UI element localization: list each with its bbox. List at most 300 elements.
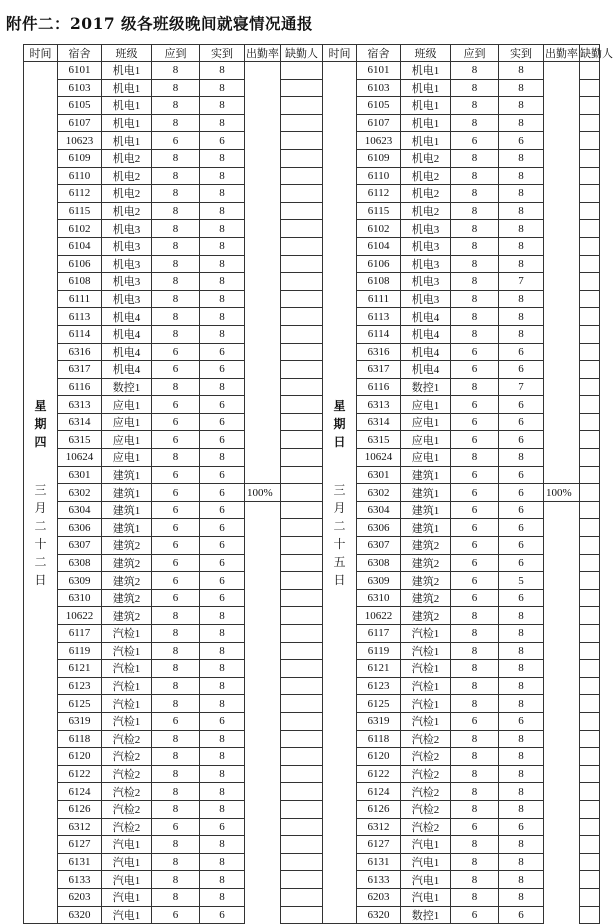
- right-present-cell: 8: [499, 607, 544, 625]
- right-expected-cell: 8: [451, 149, 499, 167]
- left-dorm-cell: 6118: [58, 730, 102, 748]
- left-expected-cell: 8: [152, 800, 200, 818]
- right-expected-cell: 8: [451, 79, 499, 97]
- left-dorm-cell: 6304: [58, 501, 102, 519]
- right-dorm-cell: 6131: [357, 853, 401, 871]
- right-dorm-cell: 6116: [357, 378, 401, 396]
- left-rate-cell: [245, 888, 281, 906]
- left-expected-cell: 8: [152, 114, 200, 132]
- left-class-cell: 机电4: [102, 343, 152, 361]
- left-absent-cell: [281, 818, 323, 836]
- right-rate-cell: 100%: [544, 484, 580, 502]
- right-dorm-cell: 10624: [357, 449, 401, 467]
- left-rate-cell: [245, 149, 281, 167]
- right-dorm-cell: 6122: [357, 765, 401, 783]
- left-dorm-cell: 6313: [58, 396, 102, 414]
- right-absent-cell: [580, 290, 600, 308]
- right-date-char: 五: [333, 554, 346, 569]
- right-dorm-cell: 6315: [357, 431, 401, 449]
- right-expected-cell: 6: [451, 361, 499, 379]
- right-dorm-cell: 6308: [357, 554, 401, 572]
- left-expected-cell: 6: [152, 431, 200, 449]
- right-expected-cell: 8: [451, 273, 499, 291]
- left-absent-cell: [281, 589, 323, 607]
- left-class-cell: 建筑2: [102, 572, 152, 590]
- right-class-cell: 建筑2: [401, 572, 451, 590]
- right-expected-cell: 8: [451, 800, 499, 818]
- right-present-cell: 8: [499, 677, 544, 695]
- right-rate-cell: [544, 361, 580, 379]
- table-row: [24, 149, 600, 167]
- table-row: [24, 572, 600, 590]
- right-dorm-cell: 6101: [357, 62, 401, 80]
- left-expected-cell: 6: [152, 361, 200, 379]
- left-absent-cell: [281, 413, 323, 431]
- right-date-char: 二: [333, 518, 346, 533]
- left-expected-cell: 8: [152, 290, 200, 308]
- left-class-cell: 汽检1: [102, 677, 152, 695]
- right-rate-cell: [544, 607, 580, 625]
- left-class-cell: 汽检2: [102, 765, 152, 783]
- left-expected-cell: 8: [152, 325, 200, 343]
- left-rate-cell: [245, 818, 281, 836]
- left-class-cell: 汽检1: [102, 625, 152, 643]
- left-date-char: 二: [34, 518, 47, 533]
- left-expected-cell: 8: [152, 273, 200, 291]
- left-rate-cell: [245, 589, 281, 607]
- right-expected-cell: 6: [451, 396, 499, 414]
- right-present-cell: 8: [499, 836, 544, 854]
- right-absent-cell: [580, 642, 600, 660]
- left-absent-cell: [281, 906, 323, 924]
- left-class-cell: 机电2: [102, 185, 152, 203]
- right-class-cell: 汽检1: [401, 712, 451, 730]
- right-dorm-cell: 6111: [357, 290, 401, 308]
- left-present-cell: 8: [200, 449, 245, 467]
- header-row: [24, 45, 600, 62]
- table-row: [24, 730, 600, 748]
- right-present-cell: 8: [499, 783, 544, 801]
- left-present-cell: 6: [200, 343, 245, 361]
- right-rate-cell: [544, 765, 580, 783]
- left-present-cell: 8: [200, 695, 245, 713]
- left-absent-cell: [281, 572, 323, 590]
- right-class-cell: 汽检2: [401, 765, 451, 783]
- right-class-cell: 汽检2: [401, 818, 451, 836]
- right-expected-cell: 8: [451, 185, 499, 203]
- right-class-cell: 机电1: [401, 62, 451, 80]
- left-rate-cell: [245, 501, 281, 519]
- left-absent-cell: [281, 748, 323, 766]
- right-absent-cell: [580, 149, 600, 167]
- left-rate-cell: [245, 765, 281, 783]
- right-absent-cell: [580, 185, 600, 203]
- right-absent-cell: [580, 378, 600, 396]
- left-rate-cell: [245, 273, 281, 291]
- right-absent-cell: [580, 79, 600, 97]
- right-class-cell: 建筑1: [401, 466, 451, 484]
- left-present-cell: 6: [200, 537, 245, 555]
- table-row: [24, 79, 600, 97]
- left-expected-cell: 8: [152, 149, 200, 167]
- table-row: [24, 167, 600, 185]
- right-rate-cell: [544, 237, 580, 255]
- left-class-cell: 机电4: [102, 361, 152, 379]
- left-rate-cell: [245, 308, 281, 326]
- left-class-cell: 机电1: [102, 97, 152, 115]
- left-dorm-cell: 6113: [58, 308, 102, 326]
- left-present-cell: 8: [200, 308, 245, 326]
- right-rate-cell: [544, 396, 580, 414]
- left-class-cell: 机电3: [102, 290, 152, 308]
- left-date-char: 二: [34, 554, 47, 569]
- left-absent-cell: [281, 431, 323, 449]
- left-dorm-cell: 6319: [58, 712, 102, 730]
- right-expected-cell: 8: [451, 308, 499, 326]
- right-absent-cell: [580, 888, 600, 906]
- left-expected-cell: 8: [152, 730, 200, 748]
- right-absent-cell: [580, 519, 600, 537]
- left-present-cell: 8: [200, 378, 245, 396]
- right-present-cell: 8: [499, 800, 544, 818]
- right-rate-cell: [544, 413, 580, 431]
- right-date-char: 十: [333, 536, 346, 551]
- right-expected-cell: 6: [451, 519, 499, 537]
- right-class-cell: 机电3: [401, 290, 451, 308]
- right-rate-cell: [544, 836, 580, 854]
- left-date-char: 月: [34, 500, 47, 515]
- left-class-cell: 机电4: [102, 308, 152, 326]
- left-absent-cell: [281, 149, 323, 167]
- right-class-cell: 机电1: [401, 79, 451, 97]
- header-absent: 缺勤人: [281, 45, 323, 62]
- right-expected-cell: 6: [451, 343, 499, 361]
- right-absent-cell: [580, 906, 600, 924]
- left-class-cell: 汽检1: [102, 642, 152, 660]
- right-rate-cell: [544, 378, 580, 396]
- left-absent-cell: [281, 607, 323, 625]
- right-dorm-cell: 6317: [357, 361, 401, 379]
- left-expected-cell: 8: [152, 871, 200, 889]
- left-absent-cell: [281, 343, 323, 361]
- left-absent-cell: [281, 325, 323, 343]
- left-dorm-cell: 6108: [58, 273, 102, 291]
- left-present-cell: 8: [200, 149, 245, 167]
- right-expected-cell: 6: [451, 818, 499, 836]
- left-present-cell: 8: [200, 765, 245, 783]
- left-class-cell: 应电1: [102, 449, 152, 467]
- right-present-cell: 8: [499, 625, 544, 643]
- left-expected-cell: 8: [152, 185, 200, 203]
- header-rate: 出勤率: [544, 45, 580, 62]
- table-row: [24, 818, 600, 836]
- right-class-cell: 汽检2: [401, 748, 451, 766]
- left-absent-cell: [281, 519, 323, 537]
- right-dorm-cell: 6117: [357, 625, 401, 643]
- right-present-cell: 8: [499, 660, 544, 678]
- right-expected-cell: 8: [451, 202, 499, 220]
- right-class-cell: 机电2: [401, 202, 451, 220]
- left-weekday-char: 四: [34, 434, 47, 449]
- right-class-cell: 汽电1: [401, 871, 451, 889]
- right-rate-cell: [544, 431, 580, 449]
- right-dorm-cell: 6108: [357, 273, 401, 291]
- right-expected-cell: 8: [451, 167, 499, 185]
- right-absent-cell: [580, 220, 600, 238]
- left-present-cell: 8: [200, 836, 245, 854]
- left-class-cell: 建筑1: [102, 519, 152, 537]
- table-row: [24, 660, 600, 678]
- left-present-cell: 8: [200, 642, 245, 660]
- right-rate-cell: [544, 625, 580, 643]
- left-present-cell: 8: [200, 114, 245, 132]
- right-expected-cell: 8: [451, 871, 499, 889]
- left-rate-cell: [245, 466, 281, 484]
- table-row: [24, 396, 600, 414]
- left-present-cell: 8: [200, 677, 245, 695]
- right-present-cell: 6: [499, 818, 544, 836]
- left-absent-cell: [281, 783, 323, 801]
- right-present-cell: 6: [499, 484, 544, 502]
- right-absent-cell: [580, 97, 600, 115]
- right-class-cell: 建筑2: [401, 537, 451, 555]
- left-class-cell: 应电1: [102, 413, 152, 431]
- right-rate-cell: [544, 642, 580, 660]
- left-expected-cell: 8: [152, 220, 200, 238]
- left-present-cell: 8: [200, 853, 245, 871]
- left-expected-cell: 8: [152, 97, 200, 115]
- left-absent-cell: [281, 888, 323, 906]
- right-class-cell: 机电1: [401, 132, 451, 150]
- left-absent-cell: [281, 501, 323, 519]
- right-present-cell: 8: [499, 765, 544, 783]
- table-row: [24, 765, 600, 783]
- left-expected-cell: 8: [152, 237, 200, 255]
- left-dorm-cell: 6101: [58, 62, 102, 80]
- attendance-table: [23, 44, 613, 924]
- left-absent-cell: [281, 273, 323, 291]
- left-date-cell: [24, 62, 58, 924]
- left-expected-cell: 8: [152, 853, 200, 871]
- table-row: [24, 202, 600, 220]
- table-row: [24, 413, 600, 431]
- left-rate-cell: [245, 361, 281, 379]
- left-class-cell: 汽检2: [102, 783, 152, 801]
- left-present-cell: 8: [200, 800, 245, 818]
- right-dorm-cell: 6113: [357, 308, 401, 326]
- left-class-cell: 数控1: [102, 378, 152, 396]
- left-expected-cell: 8: [152, 836, 200, 854]
- left-absent-cell: [281, 712, 323, 730]
- right-absent-cell: [580, 255, 600, 273]
- table-row: [24, 237, 600, 255]
- right-rate-cell: [544, 712, 580, 730]
- left-dorm-cell: 6127: [58, 836, 102, 854]
- left-rate-cell: [245, 677, 281, 695]
- left-rate-cell: [245, 836, 281, 854]
- right-present-cell: 6: [499, 361, 544, 379]
- left-rate-cell: [245, 114, 281, 132]
- right-absent-cell: [580, 343, 600, 361]
- right-dorm-cell: 6320: [357, 906, 401, 924]
- right-weekday-char: 星: [333, 398, 346, 413]
- right-absent-cell: [580, 167, 600, 185]
- right-absent-cell: [580, 853, 600, 871]
- right-dorm-cell: 6126: [357, 800, 401, 818]
- right-class-cell: 汽电1: [401, 836, 451, 854]
- right-class-cell: 建筑2: [401, 554, 451, 572]
- left-present-cell: 6: [200, 501, 245, 519]
- header-time: 时间: [24, 45, 58, 62]
- right-present-cell: 6: [499, 589, 544, 607]
- left-present-cell: 8: [200, 730, 245, 748]
- right-absent-cell: [580, 572, 600, 590]
- left-date-char: 十: [34, 536, 47, 551]
- left-class-cell: 汽电1: [102, 888, 152, 906]
- table-row: [24, 114, 600, 132]
- left-expected-cell: 8: [152, 783, 200, 801]
- right-rate-cell: [544, 537, 580, 555]
- left-absent-cell: [281, 625, 323, 643]
- right-absent-cell: [580, 765, 600, 783]
- right-class-cell: 汽检2: [401, 783, 451, 801]
- left-dorm-cell: 6125: [58, 695, 102, 713]
- left-class-cell: 汽检1: [102, 712, 152, 730]
- right-absent-cell: [580, 712, 600, 730]
- right-rate-cell: [544, 343, 580, 361]
- left-absent-cell: [281, 361, 323, 379]
- table-row: [24, 642, 600, 660]
- left-dorm-cell: 6308: [58, 554, 102, 572]
- right-class-cell: 汽检1: [401, 695, 451, 713]
- right-expected-cell: 6: [451, 572, 499, 590]
- right-dorm-cell: 6203: [357, 888, 401, 906]
- right-expected-cell: 6: [451, 501, 499, 519]
- right-absent-cell: [580, 413, 600, 431]
- header-class: 班级: [401, 45, 451, 62]
- left-present-cell: 8: [200, 79, 245, 97]
- table-row: [24, 537, 600, 555]
- left-rate-cell: [245, 537, 281, 555]
- right-class-cell: 汽检2: [401, 800, 451, 818]
- right-class-cell: 建筑1: [401, 484, 451, 502]
- left-rate-cell: [245, 800, 281, 818]
- right-absent-cell: [580, 396, 600, 414]
- left-absent-cell: [281, 642, 323, 660]
- table-row: [24, 361, 600, 379]
- right-rate-cell: [544, 185, 580, 203]
- right-expected-cell: 8: [451, 677, 499, 695]
- right-present-cell: 6: [499, 554, 544, 572]
- right-absent-cell: [580, 308, 600, 326]
- right-class-cell: 汽检1: [401, 660, 451, 678]
- right-present-cell: 8: [499, 308, 544, 326]
- left-expected-cell: 8: [152, 748, 200, 766]
- table-row: [24, 906, 600, 924]
- right-date-char: 月: [333, 500, 346, 515]
- table-row: [24, 308, 600, 326]
- right-absent-cell: [580, 202, 600, 220]
- left-present-cell: 6: [200, 906, 245, 924]
- right-dorm-cell: 6119: [357, 642, 401, 660]
- left-absent-cell: [281, 466, 323, 484]
- right-present-cell: 8: [499, 114, 544, 132]
- right-class-cell: 机电1: [401, 114, 451, 132]
- right-dorm-cell: 6118: [357, 730, 401, 748]
- right-absent-cell: [580, 625, 600, 643]
- left-present-cell: 6: [200, 132, 245, 150]
- left-present-cell: 6: [200, 519, 245, 537]
- right-present-cell: 6: [499, 519, 544, 537]
- right-absent-cell: [580, 62, 600, 80]
- left-date-label: [34, 397, 46, 589]
- right-absent-cell: [580, 554, 600, 572]
- left-dorm-cell: 6301: [58, 466, 102, 484]
- right-absent-cell: [580, 677, 600, 695]
- right-absent-cell: [580, 871, 600, 889]
- right-expected-cell: 6: [451, 554, 499, 572]
- left-expected-cell: 8: [152, 765, 200, 783]
- left-absent-cell: [281, 730, 323, 748]
- left-class-cell: 汽检2: [102, 730, 152, 748]
- left-absent-cell: [281, 660, 323, 678]
- left-expected-cell: 8: [152, 167, 200, 185]
- right-dorm-cell: 10622: [357, 607, 401, 625]
- left-dorm-cell: 6124: [58, 783, 102, 801]
- right-rate-cell: [544, 466, 580, 484]
- right-class-cell: 汽电1: [401, 853, 451, 871]
- left-rate-cell: [245, 783, 281, 801]
- right-rate-cell: [544, 132, 580, 150]
- header-rate: 出勤率: [245, 45, 281, 62]
- table-row: [24, 748, 600, 766]
- left-dorm-cell: 6203: [58, 888, 102, 906]
- right-dorm-cell: 6123: [357, 677, 401, 695]
- right-present-cell: 6: [499, 466, 544, 484]
- left-dorm-cell: 6119: [58, 642, 102, 660]
- left-rate-cell: [245, 519, 281, 537]
- left-dorm-cell: 6320: [58, 906, 102, 924]
- table-row: [24, 290, 600, 308]
- right-rate-cell: [544, 730, 580, 748]
- right-expected-cell: 6: [451, 589, 499, 607]
- right-expected-cell: 8: [451, 290, 499, 308]
- right-present-cell: 6: [499, 396, 544, 414]
- left-present-cell: 8: [200, 748, 245, 766]
- right-expected-cell: 8: [451, 449, 499, 467]
- left-absent-cell: [281, 97, 323, 115]
- right-absent-cell: [580, 748, 600, 766]
- right-rate-cell: [544, 167, 580, 185]
- right-expected-cell: 8: [451, 114, 499, 132]
- right-dorm-cell: 6302: [357, 484, 401, 502]
- left-class-cell: 机电2: [102, 202, 152, 220]
- table-row: [24, 695, 600, 713]
- left-absent-cell: [281, 62, 323, 80]
- table-row: [24, 836, 600, 854]
- right-date-label: [333, 397, 345, 589]
- table-row: [24, 325, 600, 343]
- right-rate-cell: [544, 114, 580, 132]
- right-dorm-cell: 6107: [357, 114, 401, 132]
- right-class-cell: 建筑2: [401, 589, 451, 607]
- right-date-char: 三: [333, 482, 346, 497]
- left-expected-cell: 8: [152, 660, 200, 678]
- left-absent-cell: [281, 396, 323, 414]
- table-row: [24, 871, 600, 889]
- right-present-cell: 8: [499, 255, 544, 273]
- left-present-cell: 8: [200, 660, 245, 678]
